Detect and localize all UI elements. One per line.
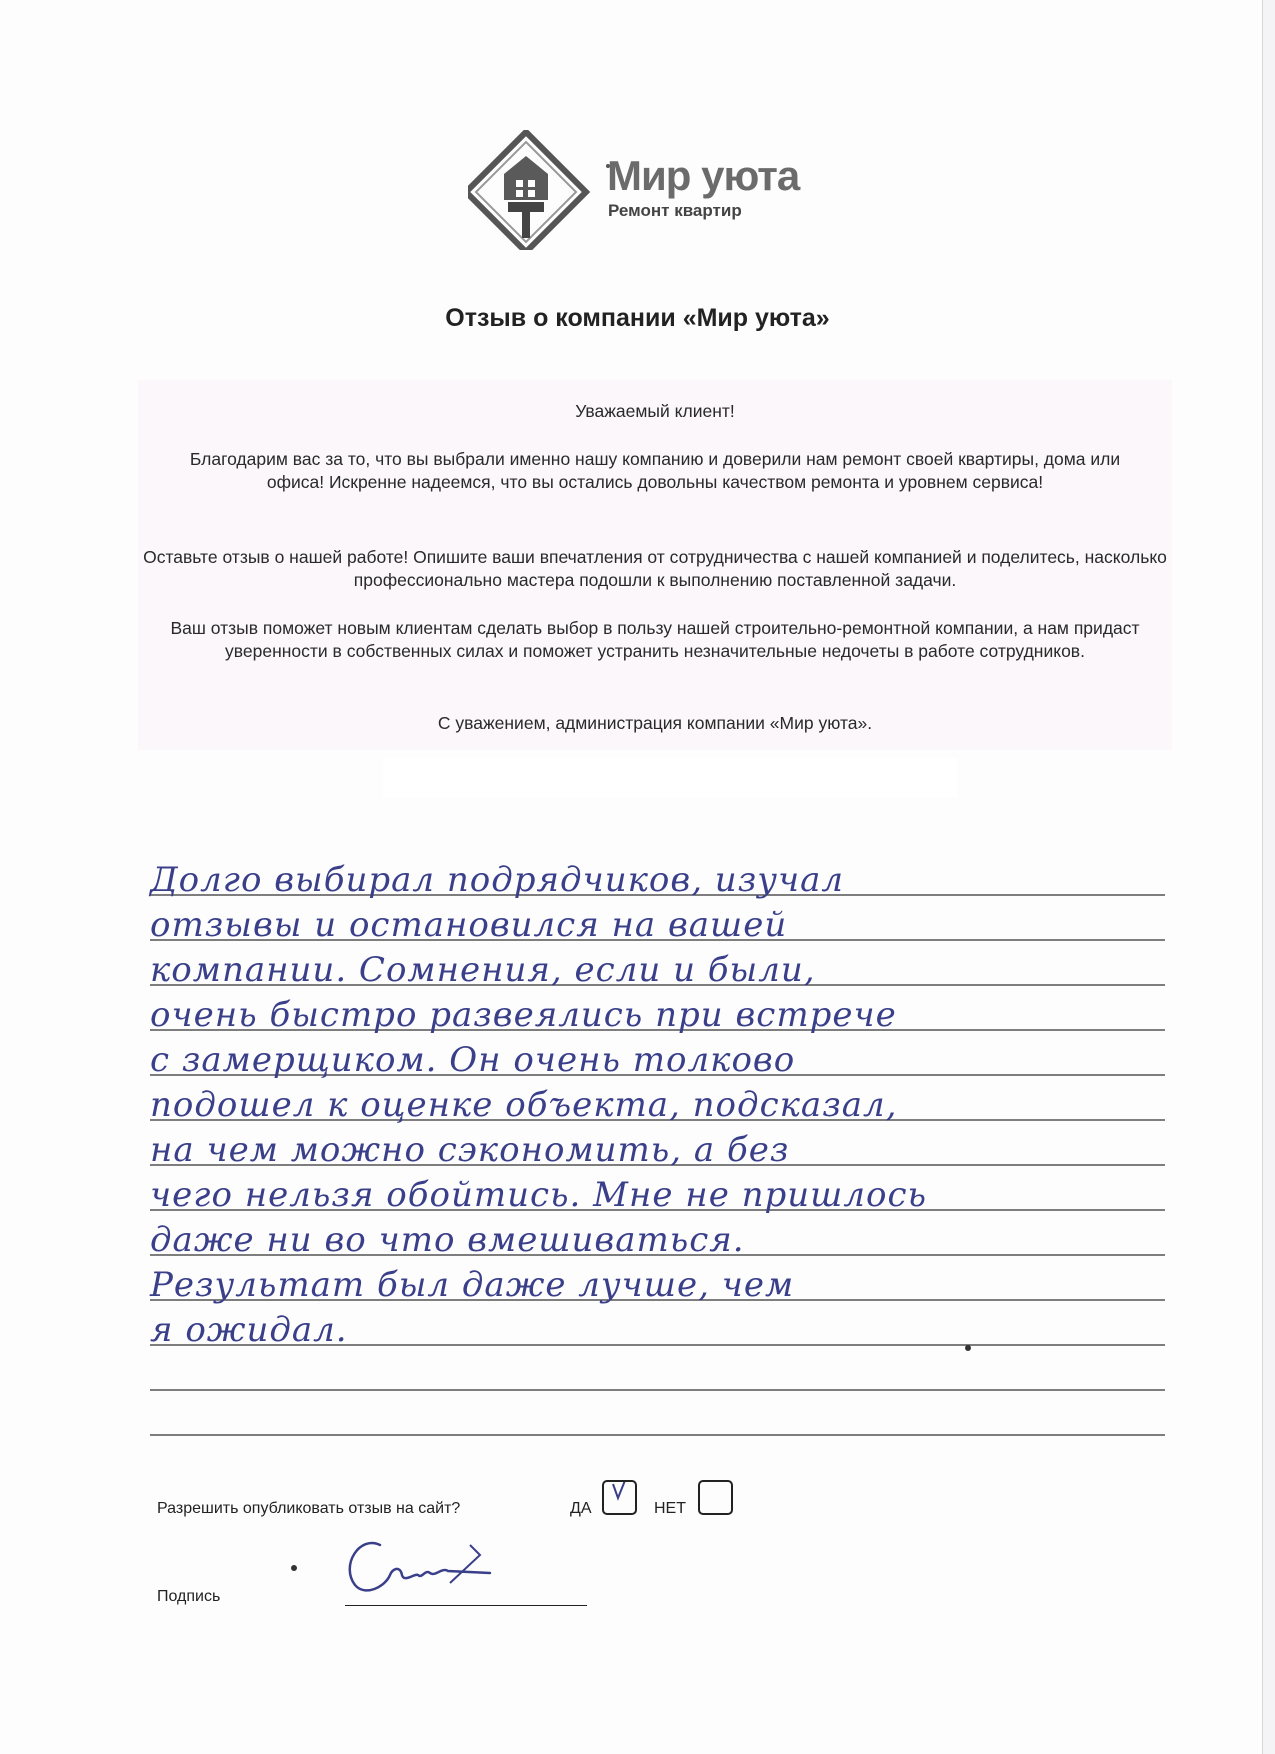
publish-question: Разрешить опубликовать отзыв на сайт? <box>157 1500 461 1517</box>
signature-label: Подпись <box>157 1588 221 1605</box>
signature-line <box>345 1605 587 1606</box>
review-line: на чем можно сэкономить, а без <box>150 1130 790 1170</box>
handwritten-signature-icon <box>330 1525 510 1605</box>
review-line: Долго выбирал подрядчиков, изучал <box>150 860 845 900</box>
letter-paragraph-1: Благодарим вас за то, что вы выбрали именно нашу компанию и доверили нам ремонт своей квартиры, дома или офиса! Искренне надеемся, что вы остались довольны качеством ремонта и уровнем сервиса! <box>189 449 1121 492</box>
checkmark-icon <box>604 1482 635 1513</box>
letter-paragraph-2: Оставьте отзыв о нашей работе! Опишите ваши впечатления от сотрудничества с нашей компанией и поделитесь, насколько профессионально мастера подошли к выполнению поставленной задачи. <box>143 547 1167 590</box>
page-title: Отзыв о компании «Мир уюта» <box>445 304 830 332</box>
review-line: я ожидал. <box>150 1310 348 1350</box>
review-line: с замерщиком. Он очень толково <box>150 1040 796 1080</box>
review-line: компании. Сомнения, если и были, <box>150 950 816 990</box>
letter-paragraph-3: Ваш отзыв поможет новым клиентам сделать выбор в пользу нашей строительно-ремонтной компании, а нам придаст уверенности в собственных силах и поможет устранить незначительные недочеты в работе сотрудников. <box>170 618 1140 661</box>
publish-yes-checkbox[interactable] <box>602 1480 637 1515</box>
letter-closing: С уважением, администрация компании «Мир уюта». <box>437 713 873 733</box>
review-line: очень быстро развеялись при встрече <box>150 995 897 1035</box>
logo-title: Мир уюта <box>607 152 800 199</box>
review-line: даже ни во что вмешиваться. <box>150 1220 745 1260</box>
publish-no-checkbox[interactable] <box>698 1480 733 1515</box>
review-line: подошел к оценке объекта, подсказал, <box>150 1085 898 1125</box>
letter-greeting: Уважаемый клиент! <box>575 401 735 421</box>
review-line: Результат был даже лучше, чем <box>150 1265 795 1305</box>
review-line: отзывы и остановился на вашей <box>150 905 788 945</box>
review-line: чего нельзя обойтись. Мне не пришлось <box>150 1175 928 1215</box>
publish-yes-label: ДА <box>570 1500 592 1517</box>
publish-no-label: НЕТ <box>654 1500 686 1517</box>
logo-subtitle: Ремонт квартир <box>608 201 742 220</box>
